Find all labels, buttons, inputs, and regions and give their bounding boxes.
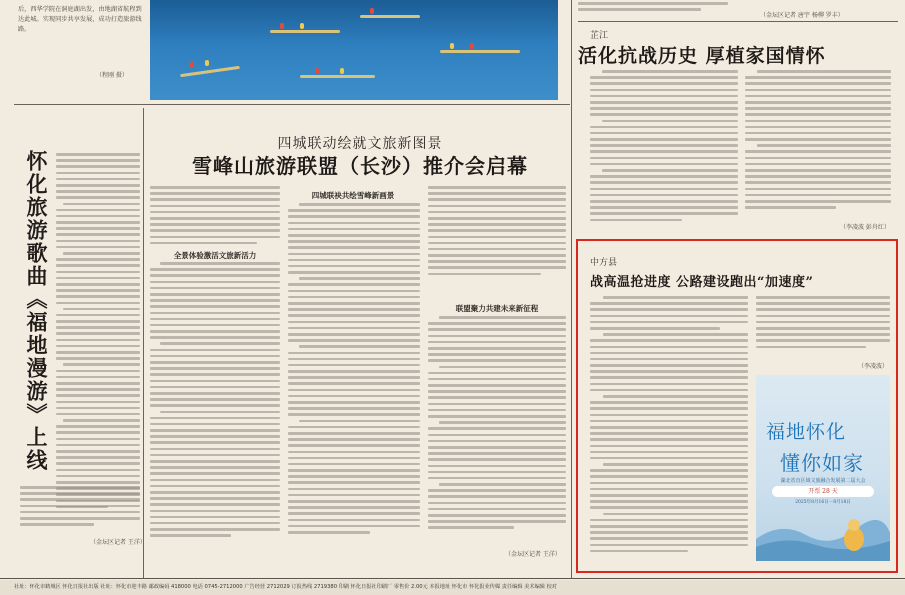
left-article-headline: 怀化旅游歌曲《福地漫游》上线	[24, 150, 49, 472]
dragon-boat-photo	[150, 0, 558, 100]
zhongfang-headline: 战高温抢进度 公路建设跑出“加速度”	[590, 275, 814, 290]
ad-pill: 开票 28 天	[772, 486, 874, 497]
zhijiang-author: （李凌波 彭舟红）	[840, 224, 890, 231]
zhijiang-headline: 活化抗战历史 厚植家国情怀	[578, 45, 826, 67]
center-subtitle-2: 全景体验激活文旅新活力	[173, 251, 257, 260]
section-rule	[578, 21, 898, 22]
photo-author: （程刚 摄）	[96, 72, 128, 79]
center-kicker: 四城联动绘就文旅新图景	[277, 136, 443, 152]
newspaper-footer: 社址：怀化市鹤城区 怀化日报社出版 社址：怀化市迎丰路 邮政编码 418000 电话 0745-2712000 广告经营 2712029 订报热线 2719380 印刷 怀化日报社印刷厂 零售价 2.00元 本报地址 怀化市 怀化报业传媒 责任编辑 美术编辑 校对	[0, 580, 905, 595]
center-headline: 雪峰山旅游联盟（长沙）推介会启幕	[192, 154, 528, 178]
center-article-author: （金坛区记者 王洋）	[505, 551, 561, 558]
zhongfang-place: 中方县	[590, 258, 618, 268]
zhongfang-author: （李凌波）	[858, 363, 889, 370]
photo-caption: 后，西华学院在洞庭湖出发，由地湖省航程到达此城。实现同步共享发展，成功打造旅游线路。	[18, 6, 142, 33]
left-article-author: （金坛区记者 王洋）	[90, 539, 146, 546]
center-subtitle-1: 四城联袂共绘雪峰新画景	[311, 191, 395, 200]
zhijiang-place: 芷江	[590, 31, 609, 41]
zhongfang-body	[590, 296, 748, 568]
ad-title-line1: 福地怀化	[766, 421, 847, 443]
left-article-body	[56, 153, 140, 525]
top-right-author: （金坛区记者 唐宇 杨柳 罗丰）	[760, 12, 844, 19]
ad-date: 2025年8月16日－8月18日	[795, 500, 851, 505]
column-rule	[571, 0, 572, 578]
ad-subtitle: 湖北省直区域文旅融合发展第二届大会	[780, 478, 866, 484]
center-subtitle-3: 联盟聚力共建未来新征程	[455, 304, 539, 313]
section-rule	[14, 104, 570, 105]
ad-landscape-illustration	[756, 509, 890, 561]
ad-title-line2: 懂你如家	[780, 451, 864, 475]
column-rule	[143, 108, 144, 578]
tourism-ad	[756, 375, 890, 561]
